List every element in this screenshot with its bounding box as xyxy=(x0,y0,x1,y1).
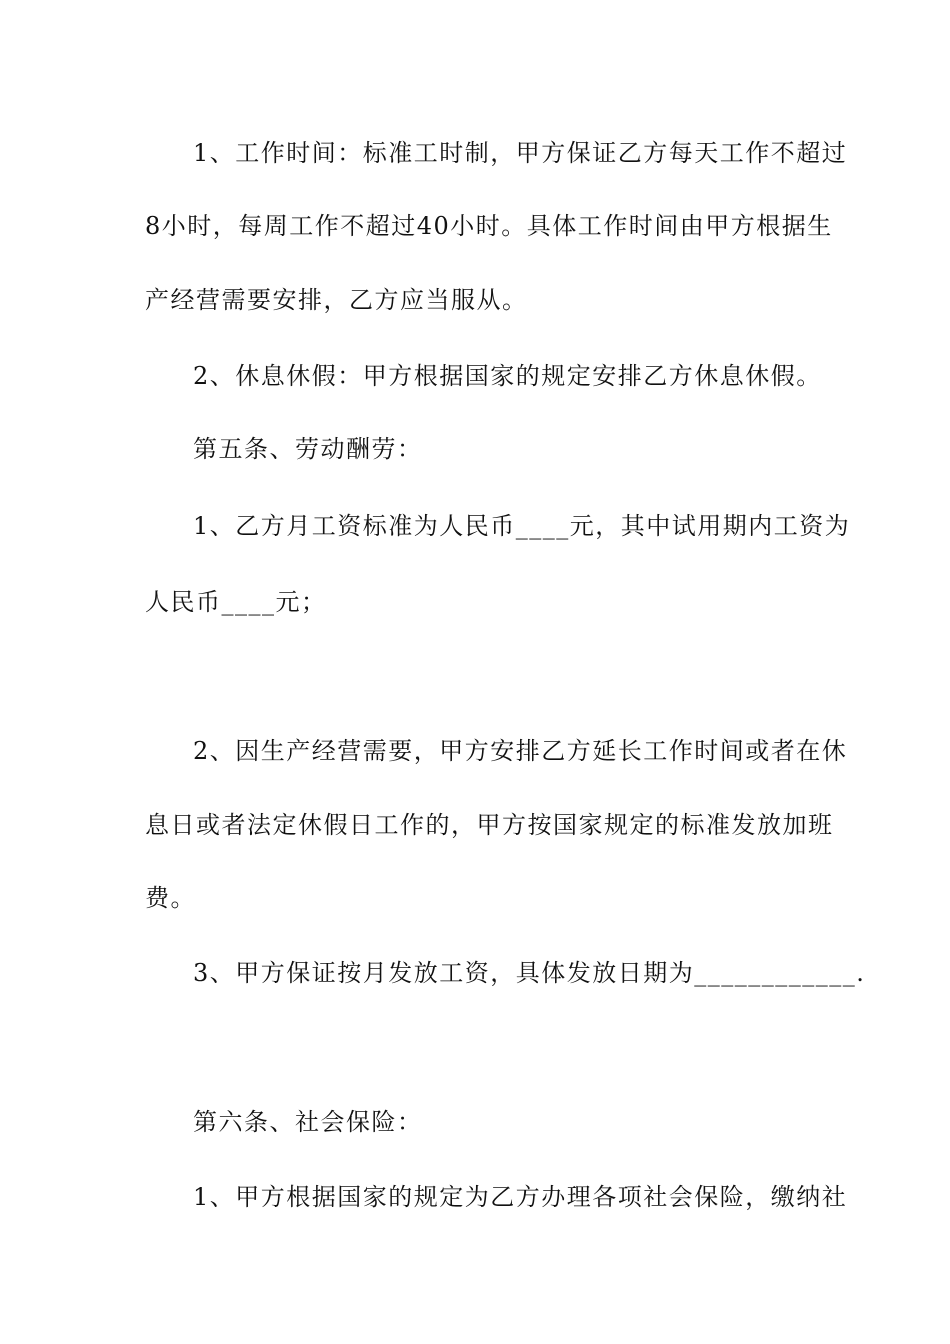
paragraph-line: 2、休息休假：甲方根据国家的规定安排乙方休息休假。 xyxy=(193,362,822,390)
section-heading: 第五条、劳动酬劳： xyxy=(193,435,423,463)
paragraph-line: 人民币____元； xyxy=(145,588,327,616)
paragraph-line: 产经营需要安排，乙方应当服从。 xyxy=(145,286,528,314)
paragraph-line: 3、甲方保证按月发放工资，具体发放日期为____________. xyxy=(193,959,866,987)
paragraph-line: 1、工作时间：标准工时制，甲方保证乙方每天工作不超过 xyxy=(193,139,848,167)
section-heading: 第六条、社会保险： xyxy=(193,1108,423,1136)
paragraph-line: 1、甲方根据国家的规定为乙方办理各项社会保险，缴纳社 xyxy=(193,1183,848,1211)
paragraph-line: 费。 xyxy=(145,884,196,912)
paragraph-line: 8小时，每周工作不超过40小时。具体工作时间由甲方根据生 xyxy=(145,212,833,240)
paragraph-line: 1、乙方月工资标准为人民币____元，其中试用期内工资为 xyxy=(193,512,851,540)
paragraph-line: 息日或者法定休假日工作的，甲方按国家规定的标准发放加班 xyxy=(145,811,834,839)
paragraph-line: 2、因生产经营需要，甲方安排乙方延长工作时间或者在休 xyxy=(193,737,848,765)
